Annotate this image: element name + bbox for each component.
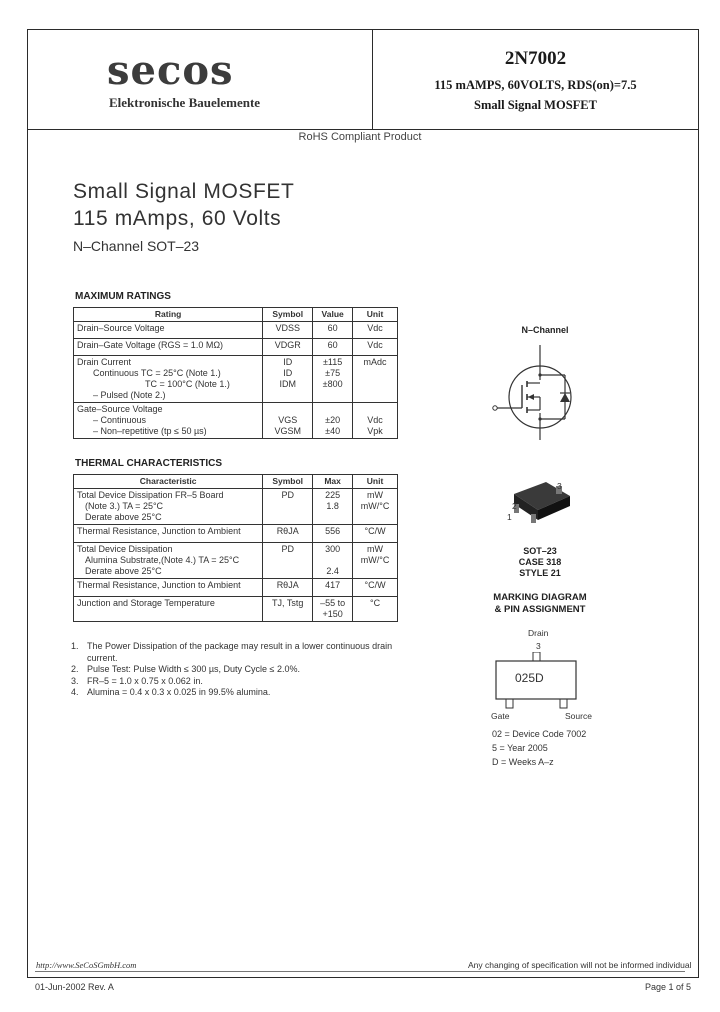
rating-line: Drain Current bbox=[77, 357, 132, 367]
rating-cell bbox=[74, 403, 263, 439]
note-text: Pulse Test: Pulse Width ≤ 300 µs, Duty Cycle ≤ 2.0%. bbox=[87, 664, 300, 675]
source-label: Source bbox=[565, 711, 592, 721]
value-line: ±40 bbox=[325, 426, 341, 436]
table-row bbox=[74, 597, 398, 622]
footer-page: Page 1 of 5 bbox=[645, 982, 692, 992]
value-line: ±800 bbox=[322, 379, 343, 389]
note-item bbox=[71, 676, 401, 688]
legend-item: 5 = Year 2005 bbox=[492, 743, 548, 753]
unit-cell bbox=[353, 403, 398, 439]
note-number: 2. bbox=[71, 664, 79, 675]
column-header: Unit bbox=[353, 308, 398, 322]
package-case: CASE 318 bbox=[518, 557, 562, 567]
table-row bbox=[74, 525, 398, 543]
table-row bbox=[74, 339, 398, 356]
legend-item: 02 = Device Code 7002 bbox=[492, 729, 587, 739]
part-number: 2N7002 bbox=[504, 48, 567, 69]
char-line: Total Device Dissipation FR–5 Board bbox=[77, 490, 224, 500]
char-line: Alumina Substrate,(Note 4.) TA = 25°C bbox=[85, 555, 240, 565]
char-line: Total Device Dissipation bbox=[77, 544, 173, 554]
unit-cell: mAdc bbox=[353, 356, 398, 403]
symbol-line: IDM bbox=[279, 379, 296, 389]
characteristic-cell: Thermal Resistance, Junction to Ambient bbox=[74, 579, 263, 597]
rating-line: Gate–Source Voltage bbox=[77, 404, 163, 414]
title-line-1: Small Signal MOSFET bbox=[73, 180, 295, 203]
note-number: 1. bbox=[71, 641, 79, 651]
thermal-heading: THERMAL CHARACTERISTICS bbox=[75, 458, 223, 469]
value-cell: 60 bbox=[313, 322, 353, 339]
column-header: Max bbox=[313, 475, 353, 489]
unit-line: mW/°C bbox=[360, 555, 390, 565]
max-line: 1.8 bbox=[326, 501, 339, 511]
rating-cell: Drain–Source Voltage bbox=[74, 322, 263, 339]
company-logo: secos bbox=[107, 47, 234, 94]
max-cell bbox=[313, 597, 353, 622]
pin-label: 3 bbox=[557, 481, 562, 491]
symbol-cell: PD bbox=[263, 489, 313, 525]
footer-divider bbox=[35, 971, 685, 972]
unit-line: mW/°C bbox=[360, 501, 390, 511]
footer-date: 01-Jun-2002 Rev. A bbox=[35, 982, 114, 992]
characteristic-cell: Thermal Resistance, Junction to Ambient bbox=[74, 525, 263, 543]
note-number: 4. bbox=[71, 687, 79, 698]
value-cell bbox=[313, 403, 353, 439]
package-name: SOT–23 bbox=[523, 546, 557, 556]
note-text: The Power Dissipation of the package may result in a lower continuous drain current. bbox=[87, 641, 393, 663]
max-line: 300 bbox=[325, 544, 341, 554]
value-line: ±115 bbox=[322, 357, 343, 367]
rating-line: – Non–repetitive (tp ≤ 50 µs) bbox=[93, 426, 207, 436]
column-header: Value bbox=[313, 308, 353, 322]
symbol-cell: RθJA bbox=[263, 525, 313, 543]
table-row bbox=[74, 356, 398, 403]
max-line: 225 bbox=[325, 490, 341, 500]
package-style: STYLE 21 bbox=[519, 568, 561, 578]
column-header: Characteristic bbox=[74, 475, 263, 489]
pin-label: 1 bbox=[507, 512, 512, 522]
max-cell: 556 bbox=[313, 525, 353, 543]
char-line: Derate above 25°C bbox=[85, 566, 162, 576]
unit-cell: °C bbox=[353, 597, 398, 622]
rating-cell: Drain–Gate Voltage (RGS = 1.0 MΩ) bbox=[74, 339, 263, 356]
unit-cell bbox=[353, 543, 398, 579]
rating-line: – Pulsed (Note 2.) bbox=[93, 390, 166, 400]
symbol-line: ID bbox=[283, 357, 293, 367]
unit-cell: °C/W bbox=[353, 579, 398, 597]
column-header: Symbol bbox=[263, 475, 313, 489]
rating-line: TC = 100°C (Note 1.) bbox=[145, 379, 230, 389]
max-cell bbox=[313, 543, 353, 579]
symbol-cell: TJ, Tstg bbox=[263, 597, 313, 622]
max-line: 2.4 bbox=[326, 566, 339, 576]
drain-pin: 3 bbox=[536, 641, 541, 651]
title-line-2: 115 mAmps, 60 Volts bbox=[73, 207, 282, 230]
drain-label: Drain bbox=[528, 628, 549, 638]
symbol-cell: VDGR bbox=[263, 339, 313, 356]
footer-url[interactable]: http://www.SeCoSGmbH.com bbox=[36, 960, 137, 970]
value-line: ±75 bbox=[325, 368, 341, 378]
marking-code: 025D bbox=[515, 671, 544, 685]
symbol-cell bbox=[263, 356, 313, 403]
rohs-notice: RoHS Compliant Product bbox=[298, 131, 422, 143]
note-number: 3. bbox=[71, 675, 79, 686]
notes-list bbox=[71, 641, 401, 699]
note-item bbox=[71, 641, 401, 664]
gate-label: Gate bbox=[491, 711, 510, 721]
table-row bbox=[74, 543, 398, 579]
table-row bbox=[74, 489, 398, 525]
symbol-cell: RθJA bbox=[263, 579, 313, 597]
footer-notice: Any changing of specification will not be informed individual bbox=[468, 960, 692, 970]
device-type: Small Signal MOSFET bbox=[474, 98, 597, 112]
max-ratings-table bbox=[73, 307, 398, 439]
note-item bbox=[71, 687, 401, 699]
symbol-cell: PD bbox=[263, 543, 313, 579]
column-header: Unit bbox=[353, 475, 398, 489]
rating-line: Continuous TC = 25°C (Note 1.) bbox=[93, 368, 221, 378]
symbol-line: ID bbox=[283, 368, 293, 378]
unit-line: mW bbox=[367, 490, 384, 500]
pin-label: 2 bbox=[512, 501, 517, 511]
unit-cell: °C/W bbox=[353, 525, 398, 543]
note-text: Alumina = 0.4 x 0.3 x 0.025 in 99.5% alumina. bbox=[87, 687, 271, 698]
marking-title: & PIN ASSIGNMENT bbox=[494, 604, 586, 615]
table-row bbox=[74, 403, 398, 439]
unit-line: Vpk bbox=[367, 426, 383, 436]
thermal-table bbox=[73, 474, 398, 622]
characteristic-cell bbox=[74, 543, 263, 579]
characteristic-cell: Junction and Storage Temperature bbox=[74, 597, 263, 622]
table-header-row bbox=[74, 475, 398, 489]
mosfet-schematic-icon bbox=[485, 345, 585, 440]
value-cell bbox=[313, 356, 353, 403]
note-text: FR–5 = 1.0 x 0.75 x 0.062 in. bbox=[87, 675, 203, 686]
unit-line: Vdc bbox=[367, 415, 383, 425]
table-row bbox=[74, 322, 398, 339]
channel-label: N–Channel bbox=[521, 325, 569, 335]
title-line-3: N–Channel SOT–23 bbox=[73, 238, 200, 254]
max-cell bbox=[313, 489, 353, 525]
unit-line: mW bbox=[367, 544, 384, 554]
symbol-line: VGS bbox=[278, 415, 298, 425]
legend-item: D = Weeks A–z bbox=[492, 757, 554, 767]
symbol-cell bbox=[263, 403, 313, 439]
value-cell: 60 bbox=[313, 339, 353, 356]
unit-cell: Vdc bbox=[353, 322, 398, 339]
note-item bbox=[71, 664, 401, 676]
max-cell: 417 bbox=[313, 579, 353, 597]
table-header-row bbox=[74, 308, 398, 322]
max-ratings-heading: MAXIMUM RATINGS bbox=[75, 291, 171, 302]
spec-line: 115 mAMPS, 60VOLTS, RDS(on)=7.5 bbox=[434, 78, 637, 92]
max-line: +150 bbox=[322, 609, 343, 619]
marking-title: MARKING DIAGRAM bbox=[493, 592, 587, 603]
symbol-line: VGSM bbox=[274, 426, 301, 436]
company-name: Elektronische Bauelemente bbox=[109, 95, 261, 110]
rating-line: – Continuous bbox=[93, 415, 147, 425]
rating-cell bbox=[74, 356, 263, 403]
char-line: (Note 3.) TA = 25°C bbox=[85, 501, 164, 511]
value-line: ±20 bbox=[325, 415, 341, 425]
unit-cell bbox=[353, 489, 398, 525]
characteristic-cell bbox=[74, 489, 263, 525]
column-header: Symbol bbox=[263, 308, 313, 322]
table-row bbox=[74, 579, 398, 597]
char-line: Derate above 25°C bbox=[85, 512, 162, 522]
max-line: –55 to bbox=[320, 598, 346, 608]
symbol-cell: VDSS bbox=[263, 322, 313, 339]
column-header: Rating bbox=[74, 308, 263, 322]
unit-cell: Vdc bbox=[353, 339, 398, 356]
